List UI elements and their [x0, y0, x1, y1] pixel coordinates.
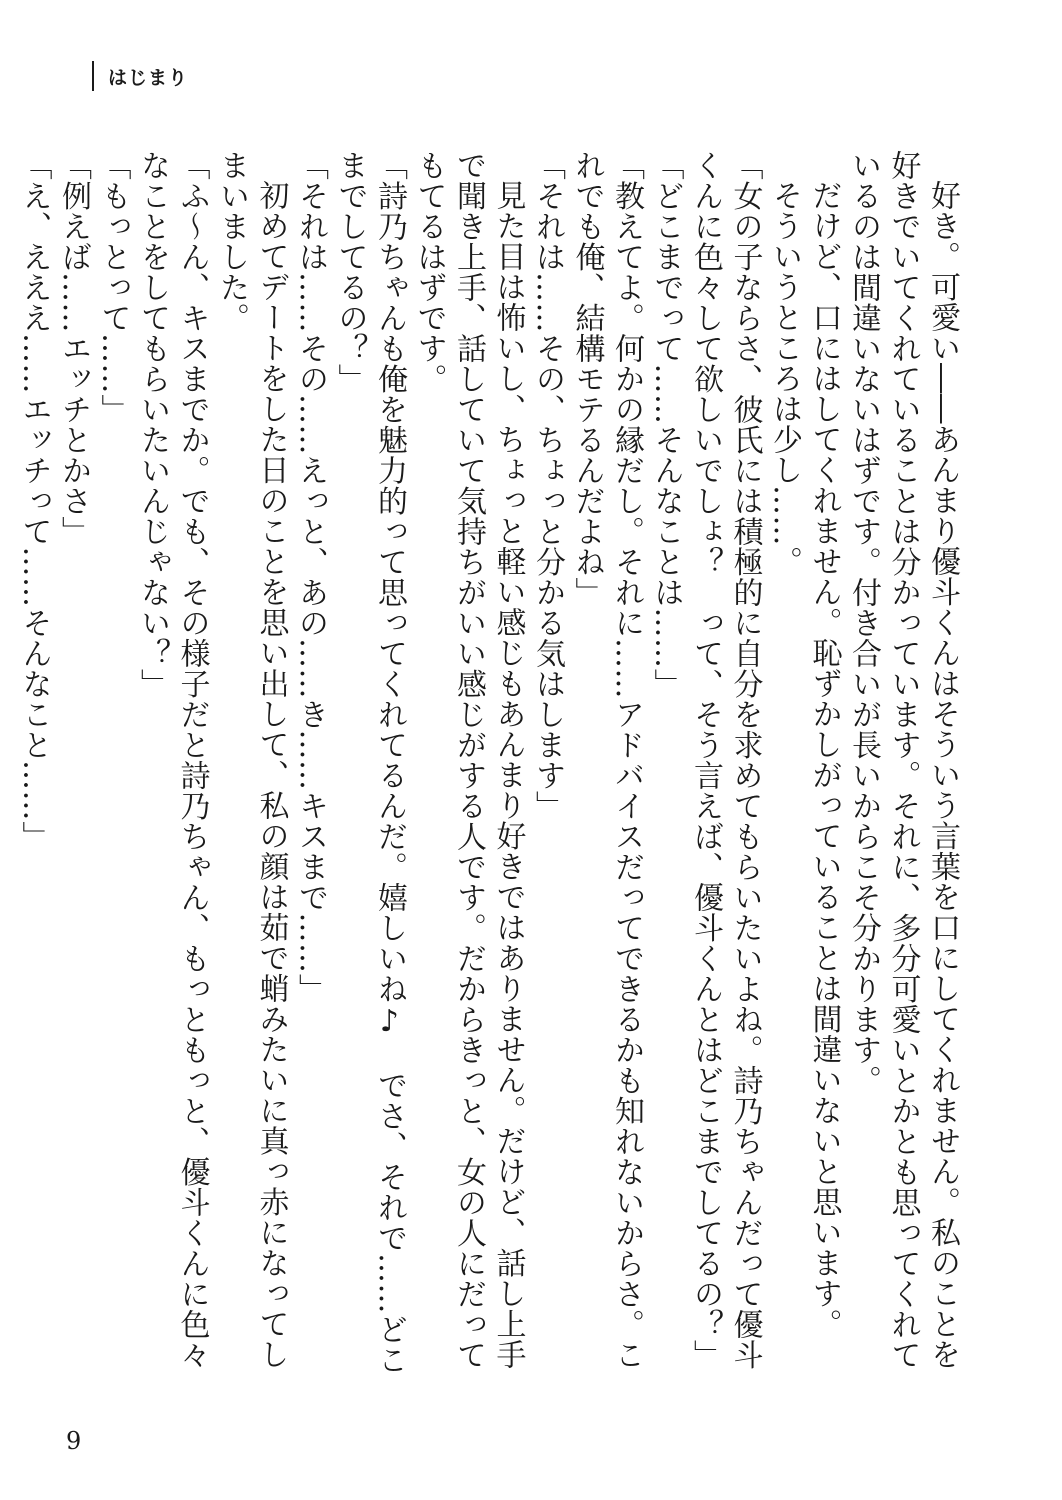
page-number: 9: [66, 1427, 82, 1455]
dialogue-line: 「教えてよ。何かの縁だし。それに……アドバイスだってできるかも知れないからさ。これでも俺、結構モテるんだよね」: [569, 150, 644, 1370]
paragraph: そういうところは少し……。: [767, 180, 802, 577]
section-title: はじまり: [108, 66, 189, 89]
paragraph: 見た目は怖いし、ちょっと軽い感じもあんまり好きではありません。だけど、話し上手で聞き上手、話していて気持ちがいい感じがする人です。だからきっと、女の人にだってもてるはずです。: [411, 150, 526, 1370]
paragraph: だけど、口にはしてくれません。恥ずかしがっていることは間違いないと思います。: [806, 180, 842, 1339]
dialogue-line: 「例えば……エッチとかさ」: [56, 150, 91, 547]
dialogue-line: 「それは……その……えっと、あの……き……キスまで……」: [293, 150, 328, 1004]
dialogue-line: 「どこまでって……そんなことは……」: [648, 150, 684, 699]
paragraph: 好き。可愛い――あんまり優斗くんはそういう言葉を口にしてくれません。私のことを好きでいてくれていることは分かっています。それに、多分可愛いとかとも思ってくれているのは間違いないはずです。付き合いが長いからこそ分かります。: [846, 150, 960, 1370]
dialogue-line: 「ふ〜ん、キスまでか。でも、その様子だと詩乃ちゃん、もっともっと、優斗くんに色々なことをしてもらいたいんじゃない？」: [135, 150, 210, 1370]
running-head-rule: [92, 61, 94, 91]
dialogue-line: 「それは……その、ちょっと分かる気はします」: [530, 150, 565, 821]
paragraph: 初めてデートをした日のことを思い出して、私の顔は茹で蛸みたいに真っ赤になってしまいました。: [214, 150, 289, 1370]
running-head: [92, 60, 188, 92]
dialogue-line: 「え、えええ……エッチって……そんなこと……」: [16, 150, 52, 852]
dialogue-line: 「もっとって……」: [95, 150, 131, 425]
dialogue-line: 「詩乃ちゃんも俺を魅力的って思ってくれてるんだ。嬉しいね♪ でさ、それで……どこまでしてるの？」: [332, 150, 407, 1375]
vertical-body-text: [16, 150, 962, 1390]
dialogue-line: 「女の子ならさ、彼氏には積極的に自分を求めてもらいたいよね。詩乃ちゃんだって優斗くんに色々して欲しいでしょ？ って、そう言えば、優斗くんとはどこまでしてるの？」: [688, 150, 763, 1370]
